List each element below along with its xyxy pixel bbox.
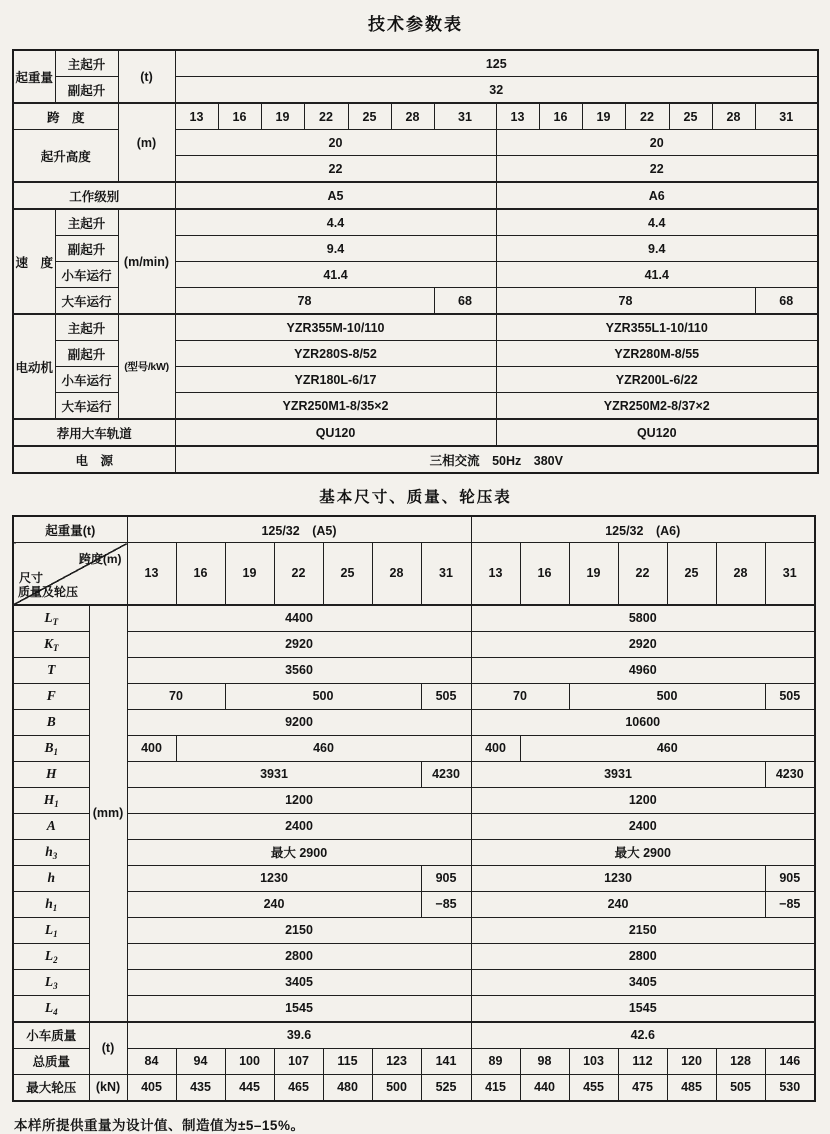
table-cell: 22 [304,103,348,130]
table-cell: 1200 [471,787,815,813]
table-cell: 125/32 (A6) [471,516,815,543]
symbol-subscript: 3 [52,850,58,861]
symbol-base: L [44,947,54,963]
table-cell: 1230 [127,865,421,891]
table-cell: 41.4 [496,262,818,288]
table-cell: 副起升 [55,341,118,367]
table-cell: 13 [175,103,218,130]
dimension-symbol-cell [13,657,89,683]
table-cell: 4230 [421,761,471,787]
table-cell: 跨 度 [13,103,118,130]
table-cell: (型号/kW) [118,314,175,419]
table-cell: 3931 [127,761,421,787]
table-cell: YZR250M1-8/35×2 [175,393,496,420]
table-cell: 103 [569,1048,618,1074]
table-cell: 2800 [471,943,815,969]
table-cell: 三相交流 50Hz 380V [175,446,818,473]
symbol-base: H [45,766,57,781]
table-cell: 465 [274,1074,323,1101]
table-cell: 400 [127,735,176,761]
dimension-symbol-cell [13,761,89,787]
table-cell: 460 [520,735,815,761]
table-cell: 530 [765,1074,815,1101]
table-cell: 电动机 [13,314,55,419]
table-cell: 19 [569,543,618,605]
symbol-base: h [45,895,53,911]
table-cell: 19 [225,543,274,605]
table-cell: −85 [421,891,471,917]
table-cell: 500 [225,683,421,709]
table-cell: 78 [496,288,755,315]
table-cell: 4.4 [175,209,496,236]
table-cell: 起重量 [13,50,55,103]
table-cell: 5800 [471,605,815,632]
symbol-base: T [47,662,56,677]
table-cell: YZR280M-8/55 [496,341,818,367]
table-cell: A6 [496,182,818,209]
table-cell: 主起升 [55,314,118,341]
table-cell: 20 [496,130,818,156]
table-cell: 500 [372,1074,421,1101]
symbol-subscript: 1 [54,798,59,809]
dimension-symbol-cell [13,813,89,839]
table-cell: −85 [765,891,815,917]
table-cell: 1230 [471,865,765,891]
table-cell: QU120 [175,419,496,446]
table-cell: 475 [618,1074,667,1101]
table-cell: 最大轮压 [13,1074,89,1101]
table-cell: 4400 [127,605,471,632]
table-cell: 22 [274,543,323,605]
table-cell: 2150 [127,917,471,943]
table2-title: 基本尺寸、质量、轮压表 [319,489,512,506]
table-cell: 500 [569,683,765,709]
table-cell: 415 [471,1074,520,1101]
table-cell: YZR280S-8/52 [175,341,496,367]
table-cell: 123 [372,1048,421,1074]
table-cell: 240 [471,891,765,917]
table-cell: 141 [421,1048,471,1074]
table-cell: 13 [471,543,520,605]
table-cell: 455 [569,1074,618,1101]
footnote: 本样所提供重量为设计值、制造值为±5–15%。 [14,1117,305,1133]
symbol-base: B [46,714,56,729]
symbol-base: K [43,635,53,651]
dimension-symbol-cell [13,865,89,891]
dimension-symbol-cell [13,995,89,1022]
table-cell: 89 [471,1048,520,1074]
table-cell: 22 [175,156,496,183]
table-cell: 小车运行 [55,367,118,393]
dimension-symbol-cell [13,787,89,813]
table-cell: 480 [323,1074,372,1101]
table-cell: 最大 2900 [471,839,815,865]
table-cell: 2400 [471,813,815,839]
table-cell: (t) [118,50,175,103]
table-cell: 32 [175,77,818,104]
table-cell: 9200 [127,709,471,735]
table-cell: 68 [755,288,818,315]
table-cell: 31 [765,543,815,605]
dimension-symbol-cell [13,839,89,865]
table-cell: 4.4 [496,209,818,236]
table-cell: 工作级别 [13,182,175,209]
table-cell: 435 [176,1074,225,1101]
dimension-symbol-cell [13,631,89,657]
symbol-base: F [46,688,56,703]
table-cell: 120 [667,1048,716,1074]
table-cell: YZR355L1-10/110 [496,314,818,341]
table-cell: 505 [716,1074,765,1101]
table-cell: 2400 [127,813,471,839]
table-cell: 505 [421,683,471,709]
diagonal-header-cell [13,543,127,605]
table-cell: 25 [669,103,712,130]
table-cell: 25 [323,543,372,605]
table-cell: 1200 [127,787,471,813]
table-cell: 3560 [127,657,471,683]
table-cell: 3931 [471,761,765,787]
table-cell: (kN) [89,1074,127,1101]
table-cell: 22 [618,543,667,605]
dimension-symbol-cell [13,709,89,735]
table-cell: YZR180L-6/17 [175,367,496,393]
symbol-base: L [44,999,54,1015]
table-cell: (mm) [89,605,127,1022]
dimension-symbol-cell [13,917,89,943]
table-cell: 98 [520,1048,569,1074]
table-cell: 84 [127,1048,176,1074]
table-cell: 1545 [127,995,471,1022]
table-cell: 2920 [471,631,815,657]
table-cell: YZR250M2-8/37×2 [496,393,818,420]
technical-parameters-table [12,49,819,474]
table-cell: 445 [225,1074,274,1101]
dimension-axis-label: 尺寸 [19,571,44,585]
table-cell: 440 [520,1074,569,1101]
table-cell: A5 [175,182,496,209]
table-cell: 25 [667,543,716,605]
table-cell: 146 [765,1048,815,1074]
table-cell: 4960 [471,657,815,683]
table-cell: 460 [176,735,471,761]
table-cell: 68 [434,288,496,315]
table-cell: 小车运行 [55,262,118,288]
table-cell: 1545 [471,995,815,1022]
dimension-symbol-cell [13,943,89,969]
table-cell: 115 [323,1048,372,1074]
table-cell: 240 [127,891,421,917]
table-cell: 485 [667,1074,716,1101]
table-cell: 13 [127,543,176,605]
table-cell: 28 [372,543,421,605]
dimension-symbol-cell [13,969,89,995]
table-cell: 2150 [471,917,815,943]
table-cell: 125 [175,50,818,77]
symbol-subscript: 1 [52,902,58,913]
table-cell: (t) [89,1022,127,1075]
table-cell: 28 [391,103,434,130]
mass-wheelpressure-axis-label: 质量及轮压 [18,584,79,599]
table-cell: 905 [765,865,815,891]
symbol-subscript: 3 [53,980,58,991]
table-cell: 78 [175,288,434,315]
table-cell: 70 [471,683,569,709]
table-cell: YZR200L-6/22 [496,367,818,393]
table-cell: 112 [618,1048,667,1074]
table-cell: 107 [274,1048,323,1074]
table-cell: YZR355M-10/110 [175,314,496,341]
table-cell: 905 [421,865,471,891]
table-cell: 19 [582,103,625,130]
table-cell: 31 [755,103,818,130]
symbol-subscript: 2 [53,954,58,965]
table-cell: 31 [421,543,471,605]
table-cell: 主起升 [55,50,118,77]
table-cell: 25 [348,103,391,130]
table-cell: 3405 [127,969,471,995]
symbol-base: L [44,921,54,937]
symbol-base: H [43,791,55,807]
table-cell: 大车运行 [55,288,118,315]
table-cell: 125/32 (A5) [127,516,471,543]
table1-title: 技术参数表 [368,15,463,34]
table-cell: 39.6 [127,1022,471,1049]
table-cell: 22 [625,103,669,130]
symbol-base: L [44,973,54,989]
table-cell: 100 [225,1048,274,1074]
dimension-symbol-cell [13,683,89,709]
table-cell: 总质量 [13,1048,89,1074]
table-cell: (m/min) [118,209,175,314]
symbol-base: L [44,609,53,625]
table-cell: 9.4 [496,236,818,262]
symbol-base: B [44,739,54,755]
table-cell: 22 [496,156,818,183]
table-cell: 42.6 [471,1022,815,1049]
table-cell: 28 [712,103,755,130]
table-cell: 2920 [127,631,471,657]
dimensions-mass-wheel-pressure-table [12,515,816,1102]
table-cell: 小车质量 [13,1022,89,1049]
table-cell: 副起升 [55,77,118,104]
table-cell: 9.4 [175,236,496,262]
table-cell: QU120 [496,419,818,446]
table-cell: 405 [127,1074,176,1101]
table-cell: 400 [471,735,520,761]
table-cell: 起重量(t) [13,516,127,543]
symbol-subscript: T [52,616,59,627]
table-cell: 13 [496,103,539,130]
table-cell: 3405 [471,969,815,995]
table-cell: 16 [218,103,261,130]
symbol-subscript: 1 [53,746,58,757]
table-cell: 28 [716,543,765,605]
symbol-subscript: 1 [53,928,58,939]
table-cell: 起升高度 [13,130,118,183]
dimension-symbol-cell [13,605,89,632]
table-cell: 16 [539,103,582,130]
table-cell: 10600 [471,709,815,735]
table-cell: 大车运行 [55,393,118,420]
span-axis-label: 跨度(m) [78,552,122,566]
table-cell: 副起升 [55,236,118,262]
table-cell: 4230 [765,761,815,787]
symbol-base: h [47,870,55,885]
table-cell: 128 [716,1048,765,1074]
dimension-symbol-cell [13,735,89,761]
symbol-subscript: T [53,642,59,653]
table-cell: 70 [127,683,225,709]
table-cell: 16 [520,543,569,605]
table-cell: 20 [175,130,496,156]
table-cell: 31 [434,103,496,130]
symbol-subscript: 4 [53,1006,58,1017]
table-cell: 速 度 [13,209,55,314]
table-cell: 16 [176,543,225,605]
table-cell: 19 [261,103,304,130]
dimension-symbol-cell [13,891,89,917]
diagonal-header [14,543,127,604]
table-cell: 525 [421,1074,471,1101]
table-cell: 最大 2900 [127,839,471,865]
table-cell: 2800 [127,943,471,969]
table-cell: 电 源 [13,446,175,473]
table-cell: 主起升 [55,209,118,236]
symbol-base: A [46,818,56,833]
symbol-base: h [45,843,53,859]
table-cell: 41.4 [175,262,496,288]
table-cell: 94 [176,1048,225,1074]
table-cell: 505 [765,683,815,709]
table-cell: 荐用大车轨道 [13,419,175,446]
table-cell: (m) [118,103,175,182]
